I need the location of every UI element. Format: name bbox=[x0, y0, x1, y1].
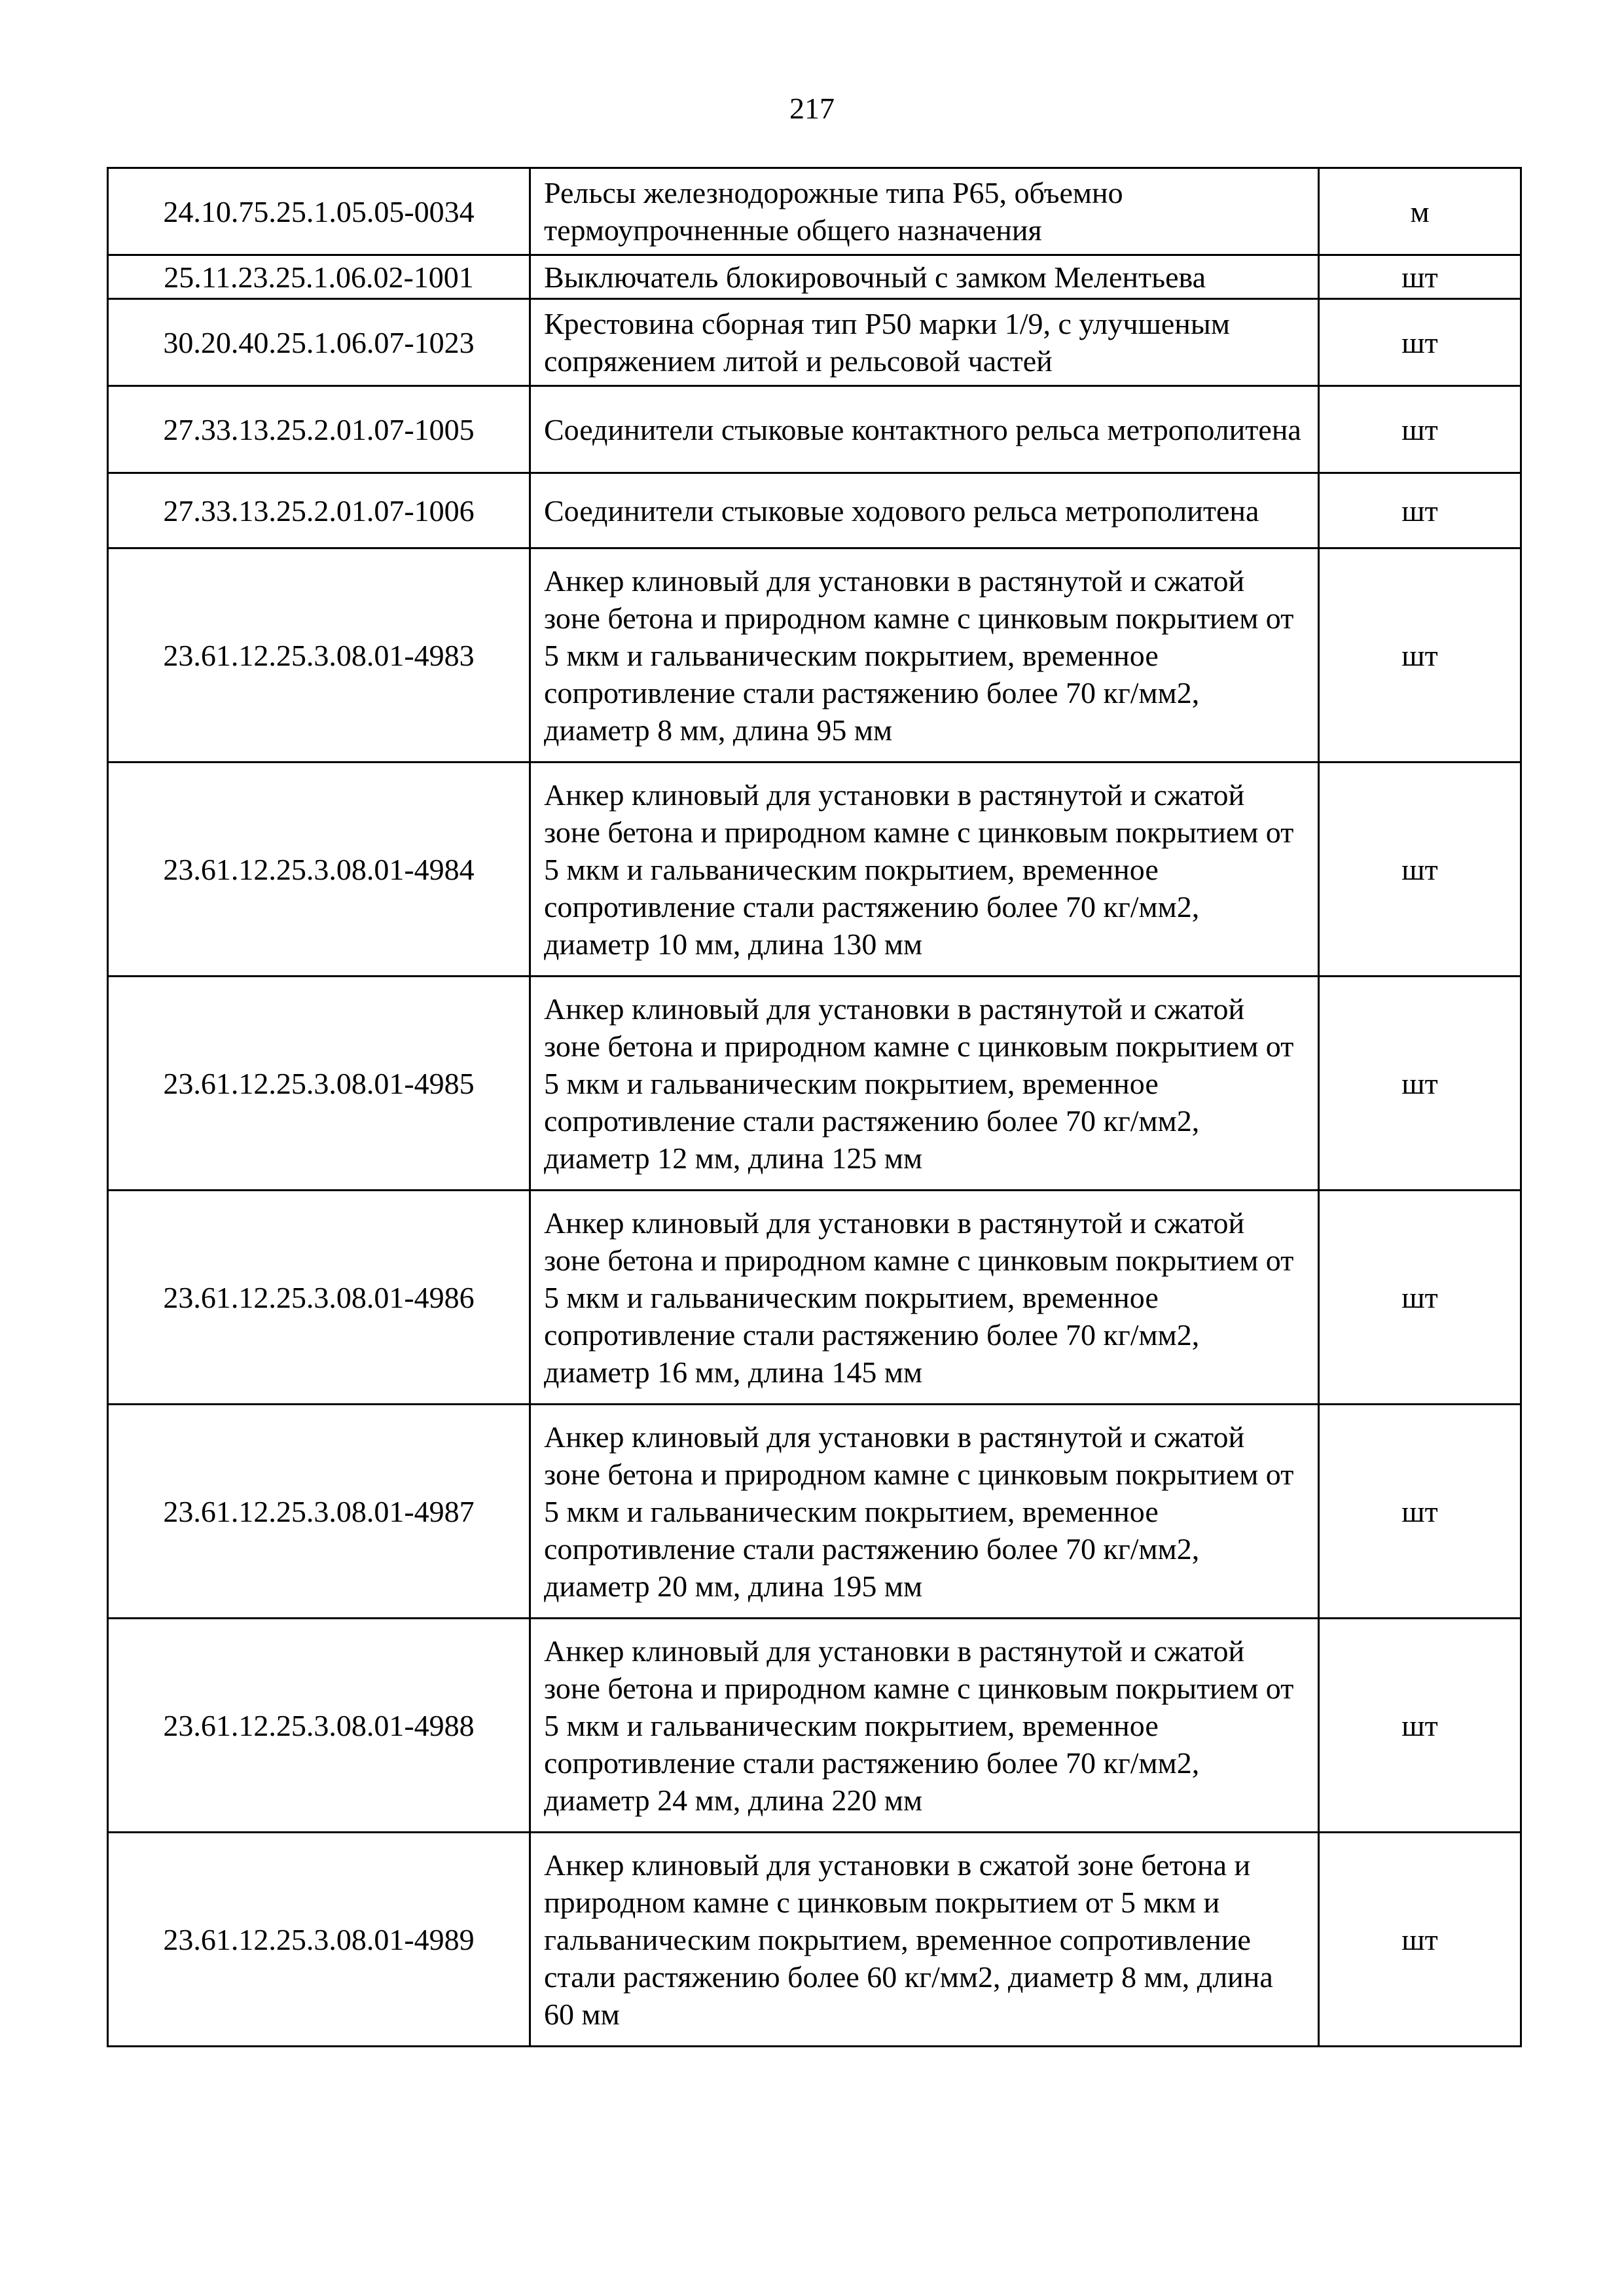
row-unit: шт bbox=[1319, 977, 1521, 1191]
page-number: 217 bbox=[789, 92, 835, 125]
row-code: 27.33.13.25.2.01.07-1006 bbox=[108, 473, 530, 548]
row-code: 23.61.12.25.3.08.01-4984 bbox=[108, 762, 530, 977]
row-name: Анкер клиновый для установки в сжатой зоне бетона и природном камне с цинковым покрытием от 5 мкм и гальваническим покрытием, временное сопротивление стали растяжению более 60 кг/мм2, диаметр 8 мм, длина 60 мм bbox=[530, 1833, 1319, 2047]
row-name: Рельсы железнодорожные типа Р65, объемно термоупрочненные общего назначения bbox=[530, 168, 1319, 255]
row-unit: шт bbox=[1319, 299, 1521, 386]
table-row bbox=[108, 168, 1521, 255]
table-row bbox=[108, 299, 1521, 386]
row-name: Анкер клиновый для установки в растянутой и сжатой зоне бетона и природном камне с цинковым покрытием от 5 мкм и гальваническим покрытием, временное сопротивление стали растяжению более 70 кг/мм2, диаметр 16 мм, длина 145 мм bbox=[530, 1191, 1319, 1405]
table-row bbox=[108, 1619, 1521, 1833]
row-name: Соединители стыковые контактного рельса метрополитена bbox=[530, 386, 1319, 473]
row-name: Анкер клиновый для установки в растянутой и сжатой зоне бетона и природном камне с цинковым покрытием от 5 мкм и гальваническим покрытием, временное сопротивление стали растяжению более 70 кг/мм2, диаметр 10 мм, длина 130 мм bbox=[530, 762, 1319, 977]
table-row bbox=[108, 548, 1521, 762]
row-code: 25.11.23.25.1.06.02-1001 bbox=[108, 255, 530, 299]
row-unit: шт bbox=[1319, 1833, 1521, 2047]
row-code: 30.20.40.25.1.06.07-1023 bbox=[108, 299, 530, 386]
table-row bbox=[108, 1833, 1521, 2047]
row-name: Выключатель блокировочный с замком Мелентьева bbox=[530, 255, 1319, 299]
table-row bbox=[108, 762, 1521, 977]
row-unit: шт bbox=[1319, 1405, 1521, 1619]
row-unit: шт bbox=[1319, 473, 1521, 548]
table-row bbox=[108, 386, 1521, 473]
row-code: 23.61.12.25.3.08.01-4985 bbox=[108, 977, 530, 1191]
materials-table bbox=[107, 167, 1522, 2047]
row-unit: шт bbox=[1319, 762, 1521, 977]
row-unit: шт bbox=[1319, 1191, 1521, 1405]
row-unit: шт bbox=[1319, 1619, 1521, 1833]
row-code: 23.61.12.25.3.08.01-4986 bbox=[108, 1191, 530, 1405]
row-name: Анкер клиновый для установки в растянутой и сжатой зоне бетона и природном камне с цинковым покрытием от 5 мкм и гальваническим покрытием, временное сопротивление стали растяжению более 70 кг/мм2, диаметр 24 мм, длина 220 мм bbox=[530, 1619, 1319, 1833]
table-row bbox=[108, 977, 1521, 1191]
table-row bbox=[108, 255, 1521, 299]
row-code: 27.33.13.25.2.01.07-1005 bbox=[108, 386, 530, 473]
row-name: Анкер клиновый для установки в растянутой и сжатой зоне бетона и природном камне с цинковым покрытием от 5 мкм и гальваническим покрытием, временное сопротивление стали растяжению более 70 кг/мм2, диаметр 8 мм, длина 95 мм bbox=[530, 548, 1319, 762]
row-code: 23.61.12.25.3.08.01-4989 bbox=[108, 1833, 530, 2047]
row-unit: шт bbox=[1319, 255, 1521, 299]
row-name: Соединители стыковые ходового рельса метрополитена bbox=[530, 473, 1319, 548]
row-name: Крестовина сборная тип Р50 марки 1/9, с улучшеным сопряжением литой и рельсовой частей bbox=[530, 299, 1319, 386]
row-code: 24.10.75.25.1.05.05-0034 bbox=[108, 168, 530, 255]
row-code: 23.61.12.25.3.08.01-4983 bbox=[108, 548, 530, 762]
table-row bbox=[108, 473, 1521, 548]
row-unit: м bbox=[1319, 168, 1521, 255]
table-row bbox=[108, 1405, 1521, 1619]
row-unit: шт bbox=[1319, 386, 1521, 473]
row-name: Анкер клиновый для установки в растянутой и сжатой зоне бетона и природном камне с цинковым покрытием от 5 мкм и гальваническим покрытием, временное сопротивление стали растяжению более 70 кг/мм2, диаметр 12 мм, длина 125 мм bbox=[530, 977, 1319, 1191]
row-unit: шт bbox=[1319, 548, 1521, 762]
row-code: 23.61.12.25.3.08.01-4988 bbox=[108, 1619, 530, 1833]
row-name: Анкер клиновый для установки в растянутой и сжатой зоне бетона и природном камне с цинковым покрытием от 5 мкм и гальваническим покрытием, временное сопротивление стали растяжению более 70 кг/мм2, диаметр 20 мм, длина 195 мм bbox=[530, 1405, 1319, 1619]
row-code: 23.61.12.25.3.08.01-4987 bbox=[108, 1405, 530, 1619]
table-row bbox=[108, 1191, 1521, 1405]
